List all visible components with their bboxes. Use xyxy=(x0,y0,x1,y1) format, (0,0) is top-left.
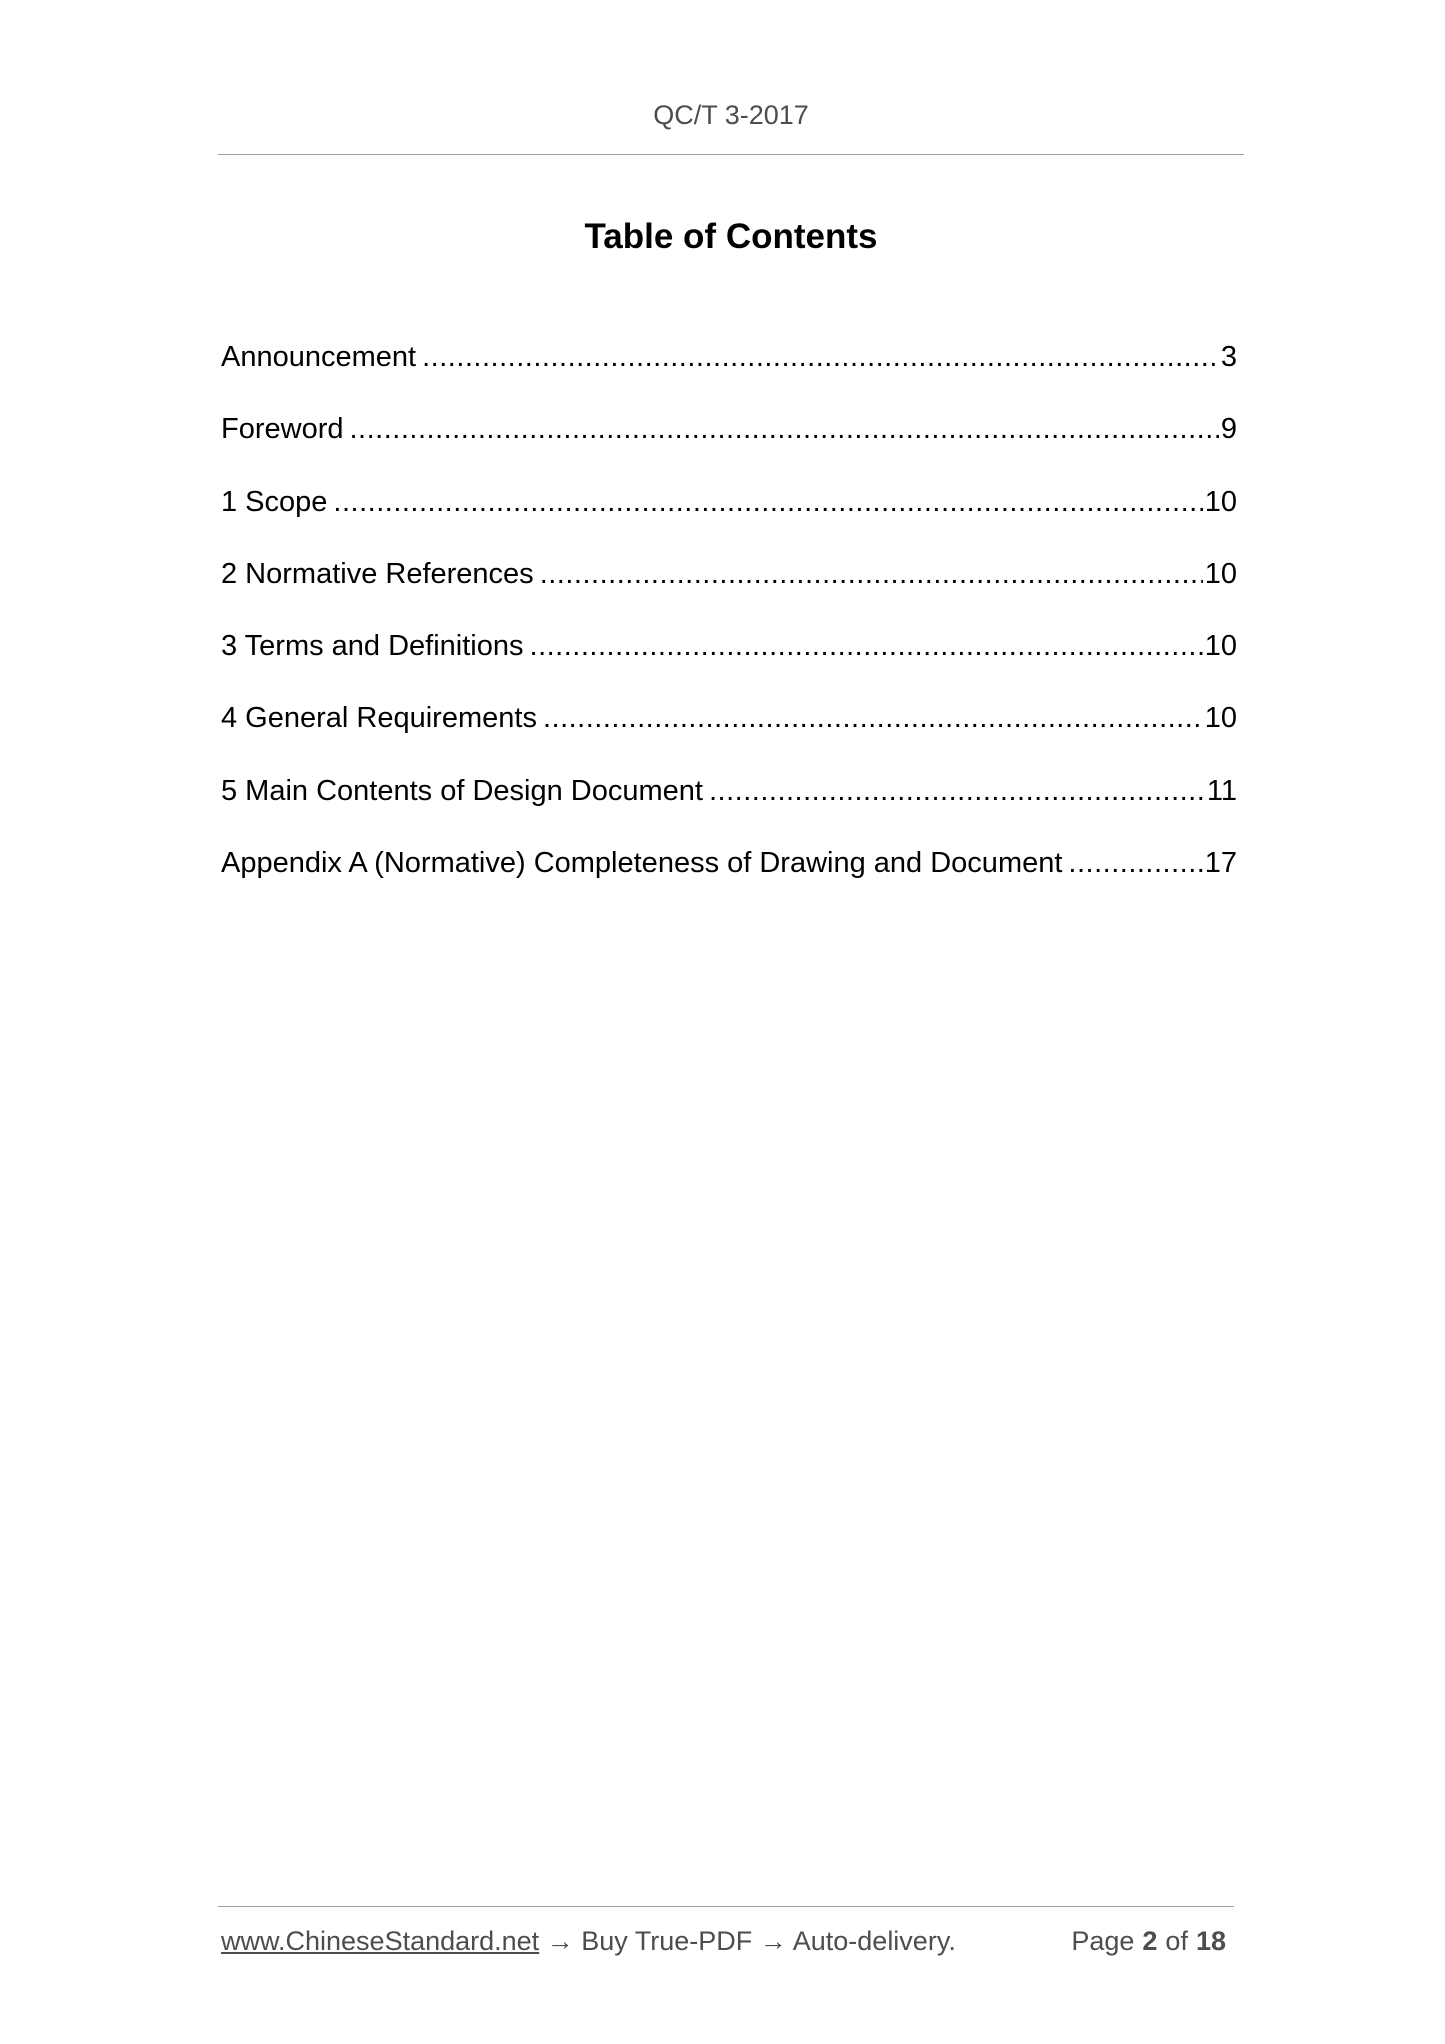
toc-entry-label: 5 Main Contents of Design Document xyxy=(221,774,703,807)
page-current: 2 xyxy=(1142,1926,1158,1956)
footer-promo xyxy=(221,1926,956,1957)
toc-entry-label: 2 Normative References xyxy=(221,557,534,590)
page-word: Page xyxy=(1071,1926,1135,1956)
toc-leader-dots xyxy=(530,625,1203,667)
toc-entry-terms-definitions[interactable] xyxy=(221,625,1237,697)
toc-title: Table of Contents xyxy=(584,217,878,256)
toc-entry-appendix-a[interactable] xyxy=(221,842,1237,914)
toc-leader-dots xyxy=(543,697,1203,739)
toc-entry-page: 10 xyxy=(1204,485,1237,518)
toc-entry-label: Announcement xyxy=(221,341,417,373)
toc-leader-dots xyxy=(540,553,1203,595)
running-header: QC/T 3-2017 xyxy=(653,100,809,130)
toc-entry-label: Foreword xyxy=(221,413,344,446)
toc-entry-label: Appendix A (Normative) Completeness of Drawing and Document xyxy=(221,847,1063,880)
toc-entry-normative-references[interactable] xyxy=(221,553,1237,625)
toc-entry-general-requirements[interactable] xyxy=(221,697,1237,769)
header-divider xyxy=(218,154,1244,155)
of-word: of xyxy=(1165,1926,1188,1956)
footer-tagline: → Buy True-PDF → Auto-delivery. xyxy=(539,1926,956,1956)
toc-leader-dots xyxy=(422,336,1219,378)
toc-leader-dots xyxy=(1068,842,1202,884)
toc-entry-scope[interactable] xyxy=(221,481,1237,553)
toc-entry-label: 4 General Requirements xyxy=(221,702,537,735)
toc-entry-page: 10 xyxy=(1204,557,1237,590)
footer-divider xyxy=(218,1906,1234,1907)
page-footer xyxy=(221,1926,1234,1957)
toc-entry-page: 3 xyxy=(1220,341,1237,373)
toc-entry-label: 3 Terms and Definitions xyxy=(221,630,524,663)
toc-entry-page: 9 xyxy=(1220,413,1237,446)
website-link[interactable]: www.ChineseStandard.net xyxy=(221,1926,540,1956)
toc-list xyxy=(221,336,1237,914)
toc-leader-dots xyxy=(350,408,1219,450)
toc-entry-page: 10 xyxy=(1204,630,1237,663)
toc-entry-main-contents[interactable] xyxy=(221,770,1237,842)
page-total: 18 xyxy=(1195,1926,1226,1956)
toc-leader-dots xyxy=(333,481,1202,523)
page-indicator xyxy=(1071,1926,1234,1957)
toc-entry-foreword[interactable] xyxy=(221,408,1237,480)
toc-entry-page: 11 xyxy=(1206,774,1237,807)
toc-entry-announcement[interactable] xyxy=(221,336,1237,408)
toc-entry-label: 1 Scope xyxy=(221,485,328,518)
toc-leader-dots xyxy=(709,770,1205,812)
toc-entry-page: 17 xyxy=(1204,847,1237,880)
toc-entry-page: 10 xyxy=(1204,702,1237,735)
